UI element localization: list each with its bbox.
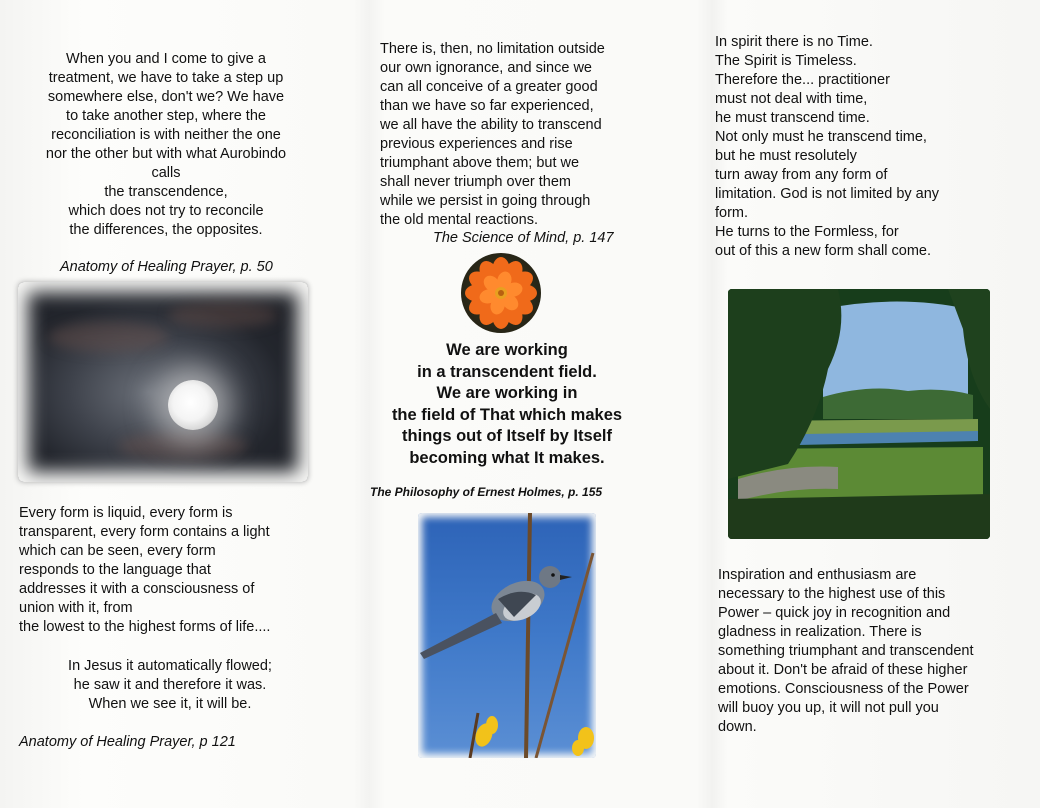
text-line: he must transcend time. bbox=[715, 110, 870, 126]
text-line: our own ignorance, and since we bbox=[380, 60, 592, 76]
text-line: form. bbox=[715, 205, 749, 221]
bird-photo bbox=[418, 513, 596, 758]
text-line: out of this a new form shall come. bbox=[715, 243, 931, 259]
mockingbird-icon bbox=[418, 513, 596, 758]
text-line: we all have the ability to transcend bbox=[380, 117, 602, 133]
text-line: than we have so far experienced, bbox=[380, 98, 594, 114]
text-line: shall never triumph over them bbox=[380, 174, 571, 190]
text-line: to take another step, where the bbox=[66, 108, 266, 124]
text-line: must not deal with time, bbox=[715, 91, 868, 107]
text-line: will buoy you up, it will not pull you bbox=[718, 700, 939, 716]
left-quote-1 bbox=[18, 50, 314, 240]
right-quote-1 bbox=[715, 33, 1015, 261]
text-line: gladness in realization. There is bbox=[718, 624, 922, 640]
left-citation-2: Anatomy of Healing Prayer, p 121 bbox=[19, 734, 236, 750]
text-line: emotions. Consciousness of the Power bbox=[718, 681, 969, 697]
text-line: the field of That which makes bbox=[391, 405, 623, 424]
moon-photo bbox=[18, 282, 308, 482]
text-line: Every form is liquid, every form is bbox=[19, 505, 233, 521]
text-line: addresses it with a consciousness of bbox=[19, 581, 255, 597]
text-line: The Spirit is Timeless. bbox=[715, 53, 857, 69]
text-line: which does not try to reconcile bbox=[68, 203, 264, 219]
text-line: In Jesus it automatically flowed; bbox=[68, 658, 272, 674]
text-line: transparent, every form contains a light bbox=[19, 524, 270, 540]
middle-citation-1: The Science of Mind, p. 147 bbox=[433, 230, 614, 246]
text-line: We are working bbox=[446, 341, 568, 359]
flower-icon bbox=[461, 253, 541, 333]
text-line: which can be seen, every form bbox=[19, 543, 216, 559]
text-line: Inspiration and enthusiasm are bbox=[718, 567, 917, 583]
text-line: while we persist in going through bbox=[380, 193, 591, 209]
text-line: Power – quick joy in recognition and bbox=[718, 605, 951, 621]
text-line: treatment, we have to take a step up bbox=[48, 70, 284, 86]
text-line: union with it, from bbox=[19, 600, 133, 616]
text-line: in a transcendent field. bbox=[417, 362, 597, 381]
text-line: becoming what It makes. bbox=[409, 448, 605, 467]
text-line: triumphant above them; but we bbox=[380, 155, 580, 171]
text-line: but he must resolutely bbox=[715, 148, 857, 164]
right-quote-2 bbox=[718, 566, 1028, 737]
text-line: We are working in bbox=[436, 384, 578, 402]
text-line: something triumphant and transcendent bbox=[718, 643, 974, 659]
text-line: Not only must he transcend time, bbox=[715, 129, 927, 145]
text-line: the transcendence, bbox=[104, 184, 228, 200]
text-line: turn away from any form of bbox=[715, 167, 888, 183]
text-line: nor the other but with what Aurobindo bbox=[45, 146, 287, 162]
landscape-icon bbox=[728, 289, 990, 539]
text-line: the old mental reactions. bbox=[380, 212, 538, 228]
left-quote-3 bbox=[30, 657, 310, 714]
text-line: There is, then, no limitation outside bbox=[380, 41, 605, 57]
text-line: necessary to the highest use of this bbox=[718, 586, 946, 602]
middle-citation-2: The Philosophy of Ernest Holmes, p. 155 bbox=[370, 485, 603, 499]
text-line: reconciliation is with neither the one bbox=[51, 127, 281, 143]
text-line: somewhere else, don't we? We have bbox=[47, 89, 285, 105]
text-line: When you and I come to give a bbox=[66, 51, 266, 67]
text-line: he saw it and therefore it was. bbox=[73, 677, 267, 693]
text-line: previous experiences and rise bbox=[380, 136, 573, 152]
middle-quote-1 bbox=[380, 40, 655, 230]
text-line: the lowest to the highest forms of life.... bbox=[19, 619, 271, 635]
text-line: He turns to the Formless, for bbox=[715, 224, 899, 240]
text-line: In spirit there is no Time. bbox=[715, 34, 873, 50]
text-line: can all conceive of a greater good bbox=[380, 79, 598, 95]
left-quote-2 bbox=[19, 504, 319, 637]
text-line: limitation. God is not limited by any bbox=[715, 186, 940, 202]
text-line: about it. Don't be afraid of these higher bbox=[718, 662, 968, 678]
landscape-photo bbox=[728, 289, 990, 539]
middle-heading bbox=[362, 340, 652, 469]
moon-icon bbox=[168, 380, 218, 430]
text-line: things out of Itself by Itself bbox=[402, 427, 612, 445]
text-line: the differences, the opposites. bbox=[69, 222, 263, 238]
text-line: calls bbox=[151, 165, 181, 181]
flower-photo bbox=[461, 253, 541, 333]
left-citation-1: Anatomy of Healing Prayer, p. 50 bbox=[60, 259, 273, 275]
text-line: responds to the language that bbox=[19, 562, 211, 578]
text-line: down. bbox=[718, 719, 757, 735]
text-line: When we see it, it will be. bbox=[88, 696, 252, 712]
text-line: Therefore the... practitioner bbox=[715, 72, 890, 88]
